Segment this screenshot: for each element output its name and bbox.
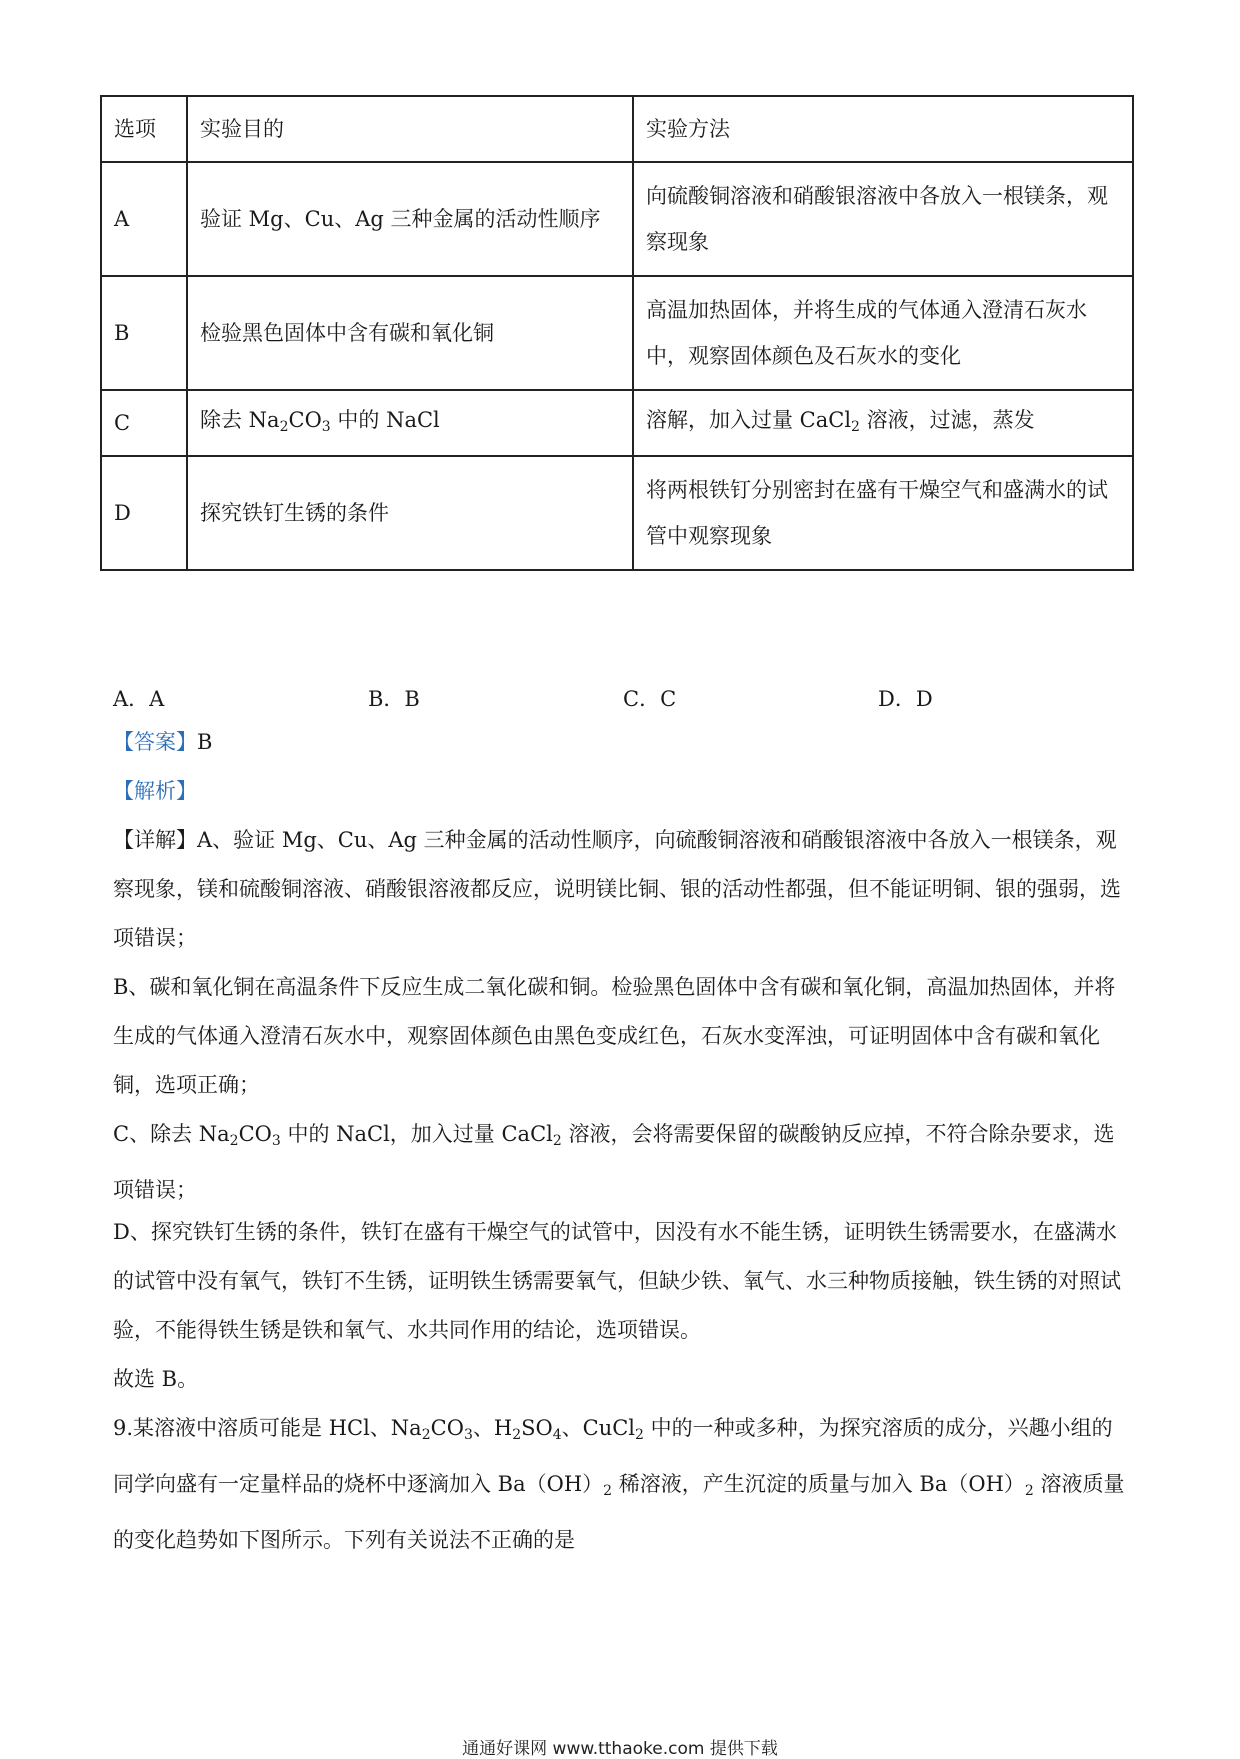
- text-part: 溶液，会将需要保留的碳酸钠反应掉，不符合除杂要求，选项错误；: [113, 1122, 1115, 1202]
- detail-b: B、碳和氧化铜在高温条件下反应生成二氧化碳和铜。检验黑色固体中含有碳和氧化铜，高温加热固体，并将生成的气体通入澄清石灰水中，观察固体颜色由黑色变成红色，石灰水变浑浊，可证明固体中含有碳和氧化铜，选项正确；: [113, 975, 1116, 1097]
- text-part: 稀溶液，产生沉淀的质量与加入 Ba（OH）: [612, 1472, 1025, 1496]
- choice-b: B．B: [368, 687, 420, 711]
- text-part: CO: [288, 407, 322, 432]
- subscript: 2: [851, 418, 860, 435]
- header-method: 实验方法: [633, 96, 1133, 162]
- text-part: 中的 NaCl: [330, 407, 440, 432]
- row-option: D: [101, 456, 187, 570]
- row-method: [633, 390, 1133, 456]
- table-row: [101, 456, 1133, 570]
- header-purpose: 实验目的: [187, 96, 633, 162]
- subscript: 2: [635, 1427, 644, 1443]
- text-part: 、H: [472, 1416, 513, 1440]
- row-purpose: 检验黑色固体中含有碳和氧化铜: [187, 276, 633, 390]
- subscript: 2: [603, 1483, 613, 1499]
- subscript: 3: [463, 1427, 473, 1443]
- subscript: 2: [552, 1133, 562, 1149]
- subscript: 2: [421, 1427, 431, 1443]
- detail-d: D、探究铁钉生锈的条件，铁钉在盛有干燥空气的试管中，因没有水不能生锈，证明铁生锈需要水，在盛满水的试管中没有氧气，铁钉不生锈，证明铁生锈需要氧气，但缺少铁、氧气、水三种物质接触，铁生锈的对照试验，不能得铁生锈是铁和氧气、水共同作用的结论，选项错误。: [113, 1220, 1121, 1342]
- table-row: [101, 162, 1133, 276]
- analysis-label: 【解析】: [113, 779, 197, 803]
- question-9: [113, 1404, 1133, 1565]
- text-part: C、除去 Na: [113, 1122, 230, 1146]
- choice-c: C．C: [623, 687, 677, 711]
- answer-value: B: [197, 730, 213, 754]
- text-part: 中的 NaCl，加入过量 CaCl: [280, 1122, 553, 1146]
- conclusion: 故选 B。: [113, 1367, 199, 1391]
- text-part: CO: [238, 1122, 272, 1146]
- detail-c: [113, 1110, 1133, 1215]
- text-part: 溶液质量的变化趋势如下图所示。下列有关说法不正确的是: [113, 1472, 1125, 1552]
- row-method: 高温加热固体，并将生成的气体通入澄清石灰水中，观察固体颜色及石灰水的变化: [633, 276, 1133, 390]
- text-part: CO: [430, 1416, 464, 1440]
- choice-a: A．A: [113, 687, 165, 711]
- text-part: 9.某溶液中溶质可能是 HCl、Na: [113, 1416, 422, 1440]
- detail-a-text: A、验证 Mg、Cu、Ag 三种金属的活动性顺序，向硫酸铜溶液和硝酸银溶液中各放入一根镁条，观察现象，镁和硫酸铜溶液、硝酸银溶液都反应，说明镁比铜、银的活动性都强，但不能证明铜、银的强弱，选项错误；: [113, 828, 1121, 950]
- table-row: [101, 276, 1133, 390]
- experiment-table: [100, 95, 1134, 571]
- row-purpose: [187, 390, 633, 456]
- row-method: 向硫酸铜溶液和硝酸银溶液中各放入一根镁条，观察现象: [633, 162, 1133, 276]
- row-method: 将两根铁钉分别密封在盛有干燥空气和盛满水的试管中观察现象: [633, 456, 1133, 570]
- row-option: C: [101, 390, 187, 456]
- table-row: [101, 390, 1133, 456]
- subscript: 2: [512, 1427, 522, 1443]
- subscript: 2: [229, 1133, 239, 1149]
- answer-label: 【答案】: [113, 730, 197, 754]
- text-part: 溶解，加入过量 CaCl: [646, 407, 852, 432]
- subscript: 3: [271, 1133, 281, 1149]
- text-part: 、CuCl: [561, 1416, 636, 1440]
- header-option: 选项: [101, 96, 187, 162]
- footer-watermark: 通通好课网 www.tthaoke.com 提供下载: [462, 1739, 778, 1759]
- row-option: B: [101, 276, 187, 390]
- detail-label: 【详解】: [113, 828, 197, 852]
- subscript: 4: [552, 1427, 562, 1443]
- subscript: 2: [1024, 1483, 1034, 1499]
- subscript: 2: [279, 418, 289, 435]
- detail-a: [113, 816, 1133, 963]
- subscript: 3: [321, 418, 331, 435]
- row-option: A: [101, 162, 187, 276]
- text-part: 中的一种或多种，为探究溶质的成分，兴趣小组的同学向盛有一定量样品的烧杯中逐滴加入 Ba（OH）: [113, 1416, 1113, 1496]
- text-part: 溶液，过滤，蒸发: [859, 407, 1035, 432]
- answer-line: [113, 718, 1133, 767]
- row-purpose: 验证 Mg、Cu、Ag 三种金属的活动性顺序: [187, 162, 633, 276]
- choice-d: D．D: [878, 687, 933, 711]
- text-part: 除去 Na: [200, 407, 280, 432]
- row-purpose: 探究铁钉生锈的条件: [187, 456, 633, 570]
- table-header-row: [101, 96, 1133, 162]
- text-part: SO: [521, 1416, 553, 1440]
